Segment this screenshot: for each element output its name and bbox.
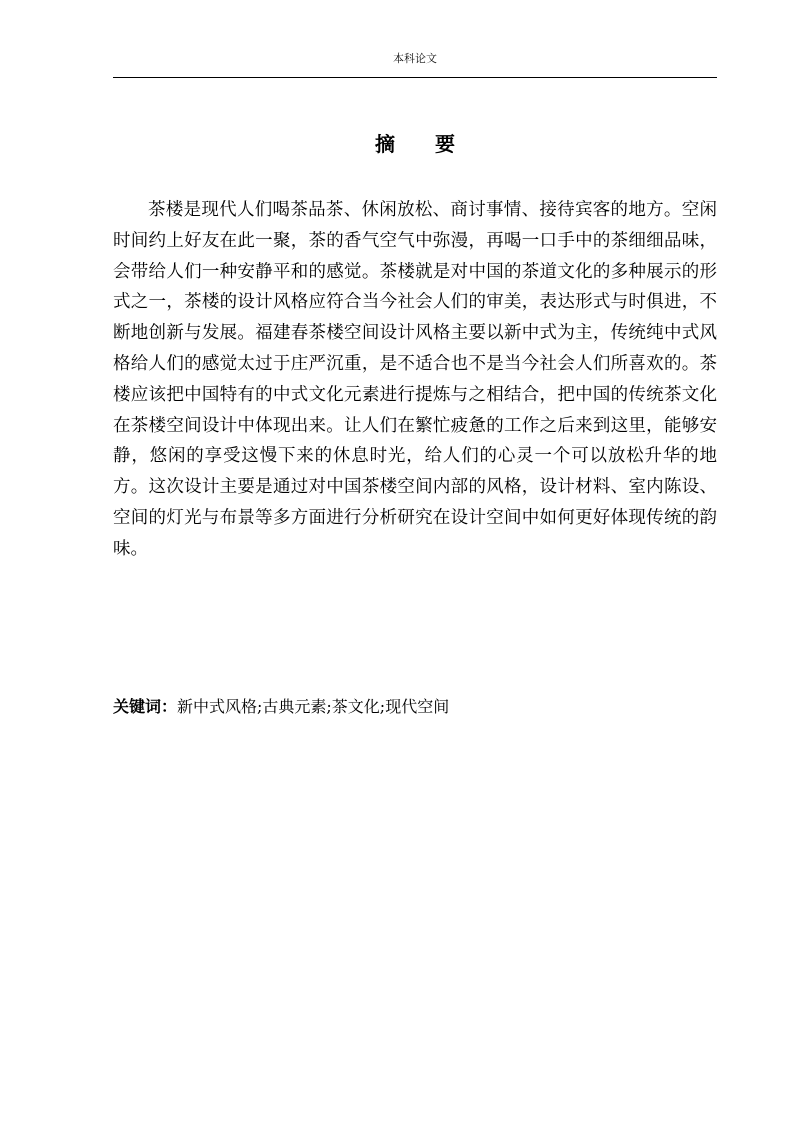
- header-divider: [113, 77, 717, 78]
- running-header: 本科论文: [393, 52, 437, 65]
- keywords-label: 关键词：: [113, 697, 178, 716]
- abstract-body: 茶楼是现代人们喝茶品茶、休闲放松、商讨事情、接待宾客的地方。空闲时间约上好友在此一聚，茶的香气空气中弥漫，再喝一口手中的茶细细品味，会带给人们一种安静平和的感觉。茶楼就是对中国的茶道文化的多种展示的形式之一，茶楼的设计风格应符合当今社会人们的审美，表达形式与时俱进，不断地创新与发展。福建春茶楼空间设计风格主要以新中式为主，传统纯中式风格给人们的感觉太过于庄严沉重，是不适合也不是当今社会人们所喜欢的。茶楼应该把中国特有的中式文化元素进行提炼与之相结合，把中国的传统茶文化在茶楼空间设计中体现出来。让人们在繁忙疲惫的工作之后来到这里，能够安静，悠闲的享受这慢下来的休息时光，给人们的心灵一个可以放松升华的地方。这次设计主要是通过对中国茶楼空间内部的风格，设计材料、室内陈设、空间的灯光与布景等多方面进行分析研究在设计空间中如何更好体现传统的韵味。: [113, 200, 717, 559]
- keywords-line: [113, 695, 717, 719]
- keywords-values: 新中式风格;古典元素;茶文化;现代空间: [177, 697, 450, 716]
- abstract-title: 摘要: [375, 132, 495, 156]
